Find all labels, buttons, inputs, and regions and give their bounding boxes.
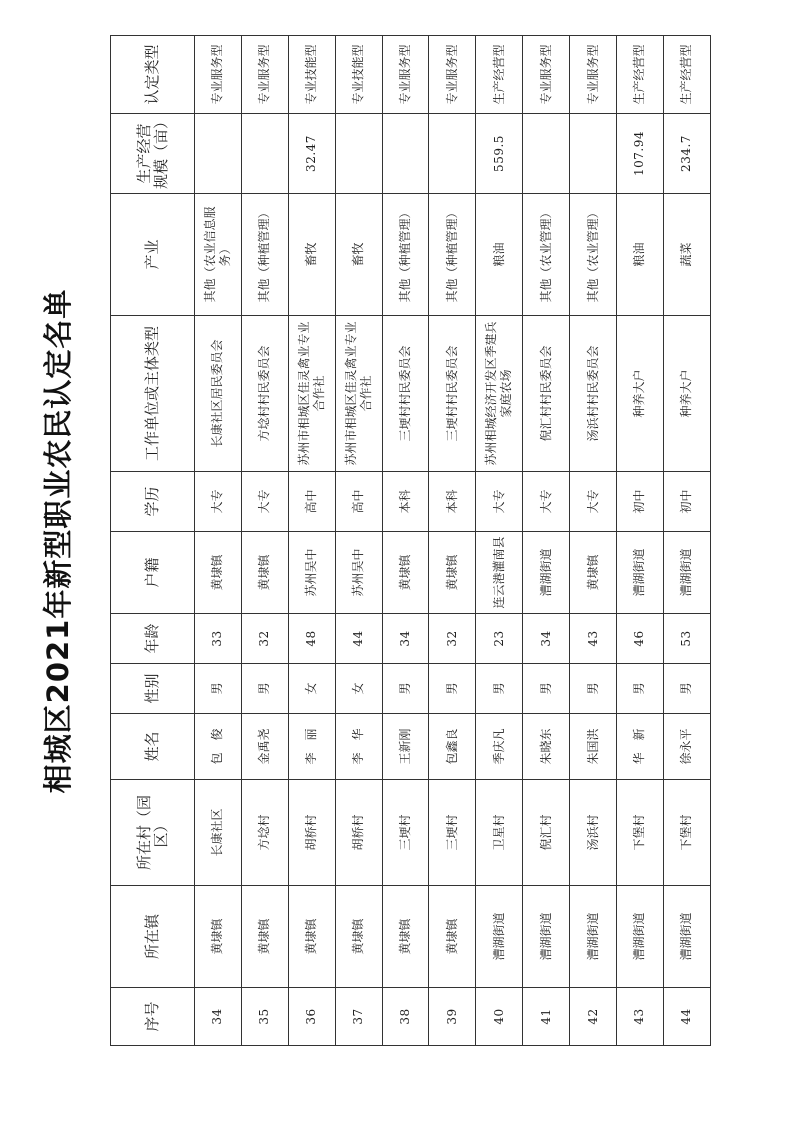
cell-scale: 559.5: [476, 114, 523, 194]
cell-education: 大专: [476, 472, 523, 532]
header-scale: 生产经营规模（亩）: [111, 114, 195, 194]
cell-name: 朱晓东: [523, 714, 570, 780]
table-row: [476, 36, 523, 1046]
cell-scale: 234.7: [663, 114, 710, 194]
cell-workplace: 长康社区居民委员会: [195, 316, 242, 472]
cell-gender: 男: [617, 664, 664, 714]
cell-type: 专业技能型: [288, 36, 335, 114]
cell-seq: 39: [429, 988, 476, 1046]
cell-town: 黄埭镇: [382, 886, 429, 988]
cell-type: 专业服务型: [523, 36, 570, 114]
cell-town: 漕湖街道: [570, 886, 617, 988]
table-row: [617, 36, 664, 1046]
cell-hukou: 黄埭镇: [195, 532, 242, 614]
cell-name: 包 俊: [195, 714, 242, 780]
cell-workplace: 三埂村村民委员会: [382, 316, 429, 472]
cell-village: 方埝村: [241, 780, 288, 886]
cell-type: 专业服务型: [382, 36, 429, 114]
table-row: [335, 36, 382, 1046]
cell-village: 胡桥村: [335, 780, 382, 886]
cell-hukou: 漕湖街道: [523, 532, 570, 614]
cell-hukou: 苏州吴中: [335, 532, 382, 614]
cell-gender: 女: [288, 664, 335, 714]
cell-education: 本科: [382, 472, 429, 532]
cell-workplace: 汤浜村村民委员会: [570, 316, 617, 472]
cell-type: 专业服务型: [570, 36, 617, 114]
cell-education: 高中: [288, 472, 335, 532]
cell-hukou: 黄埭镇: [241, 532, 288, 614]
table-row: [663, 36, 710, 1046]
cell-workplace: 种养大户: [617, 316, 664, 472]
cell-seq: 43: [617, 988, 664, 1046]
header-gender: 性别: [111, 664, 195, 714]
table-row: [523, 36, 570, 1046]
cell-name: 华 新: [617, 714, 664, 780]
header-name: 姓名: [111, 714, 195, 780]
cell-age: 32: [241, 614, 288, 664]
cell-town: 漕湖街道: [663, 886, 710, 988]
header-education: 学历: [111, 472, 195, 532]
header-village: 所在村（园区）: [111, 780, 195, 886]
cell-gender: 男: [476, 664, 523, 714]
cell-workplace: 三埂村村民委员会: [429, 316, 476, 472]
cell-seq: 34: [195, 988, 242, 1046]
cell-village: 汤浜村: [570, 780, 617, 886]
cell-village: 卫星村: [476, 780, 523, 886]
cell-name: 李 丽: [288, 714, 335, 780]
cell-seq: 38: [382, 988, 429, 1046]
cell-industry: 粮油: [476, 194, 523, 316]
cell-town: 黄埭镇: [429, 886, 476, 988]
cell-education: 大专: [523, 472, 570, 532]
cell-scale: [241, 114, 288, 194]
cell-gender: 男: [195, 664, 242, 714]
cell-name: 李 华: [335, 714, 382, 780]
cell-age: 33: [195, 614, 242, 664]
cell-scale: [429, 114, 476, 194]
cell-hukou: 漕湖街道: [663, 532, 710, 614]
header-town: 所在镇: [111, 886, 195, 988]
cell-town: 黄埭镇: [335, 886, 382, 988]
cell-hukou: 黄埭镇: [429, 532, 476, 614]
cell-industry: 其他（农业管理）: [570, 194, 617, 316]
cell-type: 生产经营型: [476, 36, 523, 114]
cell-workplace: 苏州市相城区佳灵禽业专业合作社: [288, 316, 335, 472]
cell-town: 漕湖街道: [476, 886, 523, 988]
cell-education: 本科: [429, 472, 476, 532]
table-row: [382, 36, 429, 1046]
cell-industry: 蔬菜: [663, 194, 710, 316]
header-age: 年龄: [111, 614, 195, 664]
cell-seq: 37: [335, 988, 382, 1046]
cell-age: 23: [476, 614, 523, 664]
cell-hukou: 黄埭镇: [382, 532, 429, 614]
cell-village: 三埂村: [429, 780, 476, 886]
cell-town: 黄埭镇: [241, 886, 288, 988]
rotated-content: [41, 36, 710, 1046]
header-hukou: 户籍: [111, 532, 195, 614]
cell-name: 朱国洪: [570, 714, 617, 780]
cell-scale: 32.47: [288, 114, 335, 194]
cell-name: 王新刚: [382, 714, 429, 780]
cell-workplace: 苏州市相城区佳灵禽业专业合作社: [335, 316, 382, 472]
cell-hukou: 漕湖街道: [617, 532, 664, 614]
cell-industry: 畜牧: [288, 194, 335, 316]
cell-gender: 男: [429, 664, 476, 714]
table-row: [288, 36, 335, 1046]
cell-village: 下堡村: [617, 780, 664, 886]
cell-workplace: 倪汇村村民委员会: [523, 316, 570, 472]
cell-age: 34: [382, 614, 429, 664]
cell-industry: 其他（农业管理）: [523, 194, 570, 316]
cell-gender: 女: [335, 664, 382, 714]
cell-education: 大专: [570, 472, 617, 532]
cell-hukou: 黄埭镇: [570, 532, 617, 614]
cell-type: 专业服务型: [429, 36, 476, 114]
cell-seq: 36: [288, 988, 335, 1046]
table-header-row: [111, 36, 195, 1046]
header-workplace: 工作单位或主体类型: [111, 316, 195, 472]
cell-education: 高中: [335, 472, 382, 532]
cell-scale: [335, 114, 382, 194]
cell-type: 生产经营型: [663, 36, 710, 114]
cell-seq: 40: [476, 988, 523, 1046]
cell-hukou: 连云港灌南县: [476, 532, 523, 614]
cell-gender: 男: [241, 664, 288, 714]
cell-age: 43: [570, 614, 617, 664]
cell-industry: 畜牧: [335, 194, 382, 316]
cell-education: 初中: [617, 472, 664, 532]
cell-age: 44: [335, 614, 382, 664]
cell-gender: 男: [663, 664, 710, 714]
cell-scale: [195, 114, 242, 194]
cell-village: 下堡村: [663, 780, 710, 886]
cell-industry: 其他（农业信息服务）: [195, 194, 242, 316]
cell-education: 大专: [195, 472, 242, 532]
cell-age: 32: [429, 614, 476, 664]
cell-town: 漕湖街道: [617, 886, 664, 988]
cell-age: 34: [523, 614, 570, 664]
cell-scale: [523, 114, 570, 194]
cell-scale: [570, 114, 617, 194]
header-type: 认定类型: [111, 36, 195, 114]
cell-name: 金禹尧: [241, 714, 288, 780]
cell-seq: 35: [241, 988, 288, 1046]
page-title: 相城区2021年新型职业农民认定名单: [41, 288, 75, 794]
cell-village: 倪汇村: [523, 780, 570, 886]
cell-education: 初中: [663, 472, 710, 532]
cell-industry: 其他（种植管理）: [429, 194, 476, 316]
cell-type: 生产经营型: [617, 36, 664, 114]
table-row: [429, 36, 476, 1046]
cell-gender: 男: [382, 664, 429, 714]
cell-scale: [382, 114, 429, 194]
table-row: [241, 36, 288, 1046]
cell-age: 46: [617, 614, 664, 664]
cell-seq: 42: [570, 988, 617, 1046]
cell-name: 包鑫良: [429, 714, 476, 780]
cell-education: 大专: [241, 472, 288, 532]
cell-age: 53: [663, 614, 710, 664]
cell-village: 胡桥村: [288, 780, 335, 886]
cell-age: 48: [288, 614, 335, 664]
cell-name: 季庆凡: [476, 714, 523, 780]
table-body: [195, 36, 711, 1046]
header-seq: 序号: [111, 988, 195, 1046]
cell-town: 黄埭镇: [288, 886, 335, 988]
cell-hukou: 苏州吴中: [288, 532, 335, 614]
cell-town: 漕湖街道: [523, 886, 570, 988]
cell-gender: 男: [570, 664, 617, 714]
cell-workplace: 苏州相城经济开发区季建兵家庭农场: [476, 316, 523, 472]
cell-village: 长康社区: [195, 780, 242, 886]
cell-name: 徐永平: [663, 714, 710, 780]
cell-village: 三埂村: [382, 780, 429, 886]
cell-scale: 107.94: [617, 114, 664, 194]
table-row: [570, 36, 617, 1046]
cell-workplace: 方埝村村民委员会: [241, 316, 288, 472]
cell-workplace: 种养大户: [663, 316, 710, 472]
cell-seq: 41: [523, 988, 570, 1046]
farmer-list-table: [110, 35, 711, 1046]
cell-industry: 粮油: [617, 194, 664, 316]
header-industry: 产业: [111, 194, 195, 316]
cell-type: 专业技能型: [335, 36, 382, 114]
cell-town: 黄埭镇: [195, 886, 242, 988]
cell-gender: 男: [523, 664, 570, 714]
table-row: [195, 36, 242, 1046]
cell-seq: 44: [663, 988, 710, 1046]
cell-industry: 其他（种植管理）: [382, 194, 429, 316]
cell-type: 专业服务型: [241, 36, 288, 114]
cell-industry: 其他（种植管理）: [241, 194, 288, 316]
cell-type: 专业服务型: [195, 36, 242, 114]
